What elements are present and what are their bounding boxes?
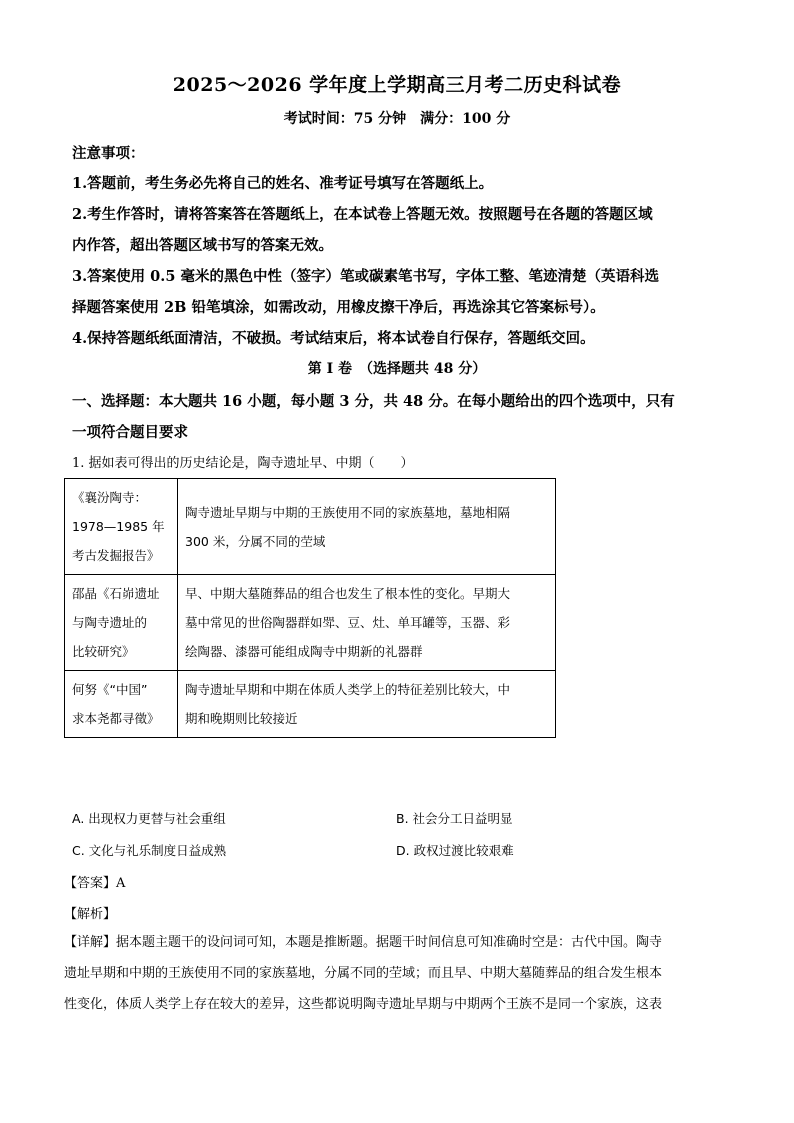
section-heading: 第 I 卷 （选择题共 48 分） [307, 361, 487, 377]
table-row [65, 575, 556, 671]
note-item: 1.答题前，考生务必先将自己的姓名、准考证号填写在答题纸上。 [72, 175, 494, 192]
analysis-line: 性变化，体质人类学上存在较大的差异，这些都说明陶寺遗址早期与中期两个王族不是同一个家族，这表 [64, 997, 663, 1012]
content-line: 期和晚期则比较接近 [185, 711, 298, 726]
exam-title: 2025～2026 学年度上学期高三月考二历史科试卷 [172, 74, 622, 96]
source-line: 邵晶《石峁遗址 [72, 586, 160, 601]
note-item: 内作答，超出答题区域书写的答案无效。 [72, 237, 333, 254]
table-content-cell [178, 479, 556, 575]
source-line: 《襄汾陶寺： [72, 490, 148, 505]
table-content-cell [178, 575, 556, 671]
analysis-label: 【解析】 [64, 907, 117, 922]
content-line: 墓中常见的世俗陶器群如斝、豆、灶、单耳罐等，玉器、彩 [185, 615, 511, 630]
analysis-line: 【详解】据本题主题干的设问词可知，本题是推断题。据题干时间信息可知准确时空是：古代中国。陶寺 [64, 935, 663, 950]
note-item: 择题答案使用 2B 铅笔填涂，如需改动，用橡皮擦干净后，再选涂其它答案标号）。 [72, 299, 605, 316]
notes-heading: 注意事项： [72, 145, 145, 162]
option-b[interactable]: B. 社会分工日益明显 [396, 811, 513, 826]
table-source-cell [65, 479, 178, 575]
source-line: 与陶寺遗址的 [72, 615, 148, 630]
source-line: 比较研究》 [72, 644, 135, 659]
analysis-line: 遗址早期和中期的王族使用不同的家族墓地，分属不同的茔域；而且早、中期大墓随葬品的组合发生根本 [64, 966, 663, 981]
note-item: 2.考生作答时，请将答案答在答题纸上，在本试卷上答题无效。按照题号在各题的答题区域 [72, 206, 653, 223]
source-line: 1978—1985 年 [72, 519, 165, 534]
option-c[interactable]: C. 文化与礼乐制度日益成熟 [72, 843, 227, 858]
table-source-cell [65, 575, 178, 671]
analysis-text [64, 927, 730, 1020]
table-row [65, 671, 556, 738]
section-instruction: 一项符合题目要求 [72, 424, 188, 441]
option-d[interactable]: D. 政权过渡比较艰难 [396, 843, 514, 858]
source-line: 何努《“中国” [72, 682, 148, 697]
content-line: 300 米，分属不同的茔域 [185, 533, 326, 549]
source-line: 考古发掘报告》 [72, 548, 160, 563]
note-item: 4.保持答题纸纸面清洁，不破损。考试结束后，将本试卷自行保存，答题纸交回。 [72, 330, 595, 347]
question-stem: 1. 据如表可得出的历史结论是，陶寺遗址早、中期（ ） [72, 456, 414, 471]
exam-time-info: 考试时间：75 分钟 满分：100 分 [283, 111, 511, 127]
source-table [64, 478, 556, 738]
content-line: 早、中期大墓随葬品的组合也发生了根本性的变化。早期大 [185, 586, 511, 601]
note-item: 3.答案使用 0.5 毫米的黑色中性（签字）笔或碳素笔书写，字体工整、笔迹清楚（英语科选 [72, 268, 659, 285]
source-line: 求本尧都寻徵》 [72, 711, 160, 726]
option-a[interactable]: A. 出现权力更替与社会重组 [72, 811, 226, 826]
section-instruction: 一、选择题：本大题共 16 小题，每小题 3 分，共 48 分。在每小题给出的四个选项中，只有 [72, 393, 675, 410]
content-line: 陶寺遗址早期和中期在体质人类学上的特征差别比较大，中 [185, 682, 511, 697]
content-line: 陶寺遗址早期与中期的王族使用不同的家族墓地，墓地相隔 [185, 504, 511, 520]
content-line: 绘陶器、漆器可能组成陶寺中期新的礼器群 [185, 644, 423, 659]
answer-line: 【答案】A [64, 876, 126, 891]
table-row [65, 479, 556, 575]
table-source-cell [65, 671, 178, 738]
table-content-cell [178, 671, 556, 738]
